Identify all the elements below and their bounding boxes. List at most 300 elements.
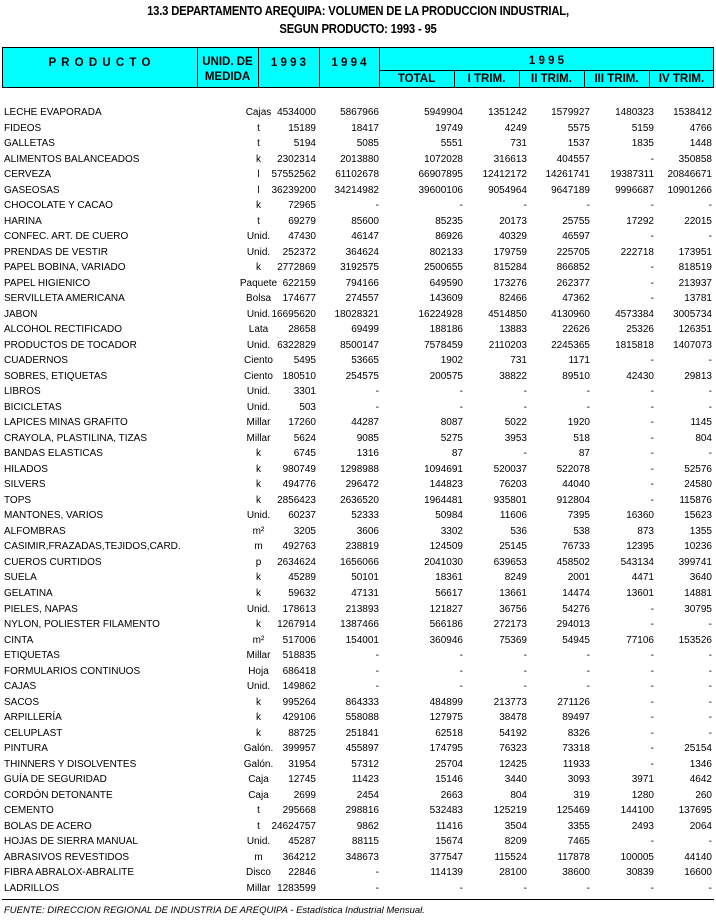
value-1994: 52333 bbox=[351, 510, 379, 522]
value-1995-q1: 179759 bbox=[493, 246, 527, 258]
value-1995-q4: - bbox=[708, 401, 712, 413]
value-1995-q2: 1537 bbox=[567, 138, 590, 150]
value-1995-q3: 1815818 bbox=[615, 339, 654, 351]
unit-of-measure: t bbox=[257, 805, 260, 817]
value-1995-q2: 294013 bbox=[556, 619, 590, 631]
value-1994: - bbox=[375, 681, 379, 693]
value-1995-q2: 404557 bbox=[556, 153, 590, 165]
value-1995-q2: 912804 bbox=[556, 494, 590, 506]
value-1994: 44287 bbox=[351, 417, 379, 429]
value-1995-q2: 458502 bbox=[556, 556, 590, 568]
value-1995-total: 5949904 bbox=[424, 107, 463, 118]
table-row bbox=[0, 198, 716, 214]
value-1995-total: 11416 bbox=[435, 820, 463, 832]
table-row bbox=[0, 524, 716, 540]
value-1995-total: 87 bbox=[451, 448, 463, 460]
value-1995-q4: - bbox=[708, 727, 712, 739]
value-1995-q3: 4471 bbox=[631, 572, 654, 584]
table-row bbox=[0, 245, 716, 261]
product-name: PAPEL BOBINA, VARIADO bbox=[4, 262, 126, 274]
product-name: FIBRA ABRALOX-ABRALITE bbox=[4, 867, 135, 879]
value-1995-q3: 12395 bbox=[626, 541, 654, 553]
product-name: CRAYOLA, PLASTILINA, TIZAS bbox=[4, 432, 148, 444]
header-q1: I TRIM. bbox=[467, 73, 506, 85]
value-1995-q2: 2245365 bbox=[551, 339, 590, 351]
value-1995-q1: 3504 bbox=[504, 820, 527, 832]
value-1995-q4: - bbox=[708, 712, 712, 724]
value-1995-q3: - bbox=[650, 650, 654, 662]
value-1995-q1: 9054964 bbox=[488, 184, 527, 196]
value-1995-q3: 543134 bbox=[620, 556, 654, 568]
value-1995-q3: 2493 bbox=[631, 820, 654, 832]
product-name: BOLAS DE ACERO bbox=[4, 820, 92, 832]
value-1995-total: 5275 bbox=[440, 432, 463, 444]
product-name: LIBROS bbox=[4, 386, 41, 398]
value-1995-q1: 731 bbox=[510, 355, 527, 367]
unit-of-measure: k bbox=[256, 262, 261, 274]
value-1995-q1: 731 bbox=[510, 138, 527, 150]
unit-of-measure: k bbox=[256, 200, 261, 212]
product-name: CASIMIR,FRAZADAS,TEJIDOS,CARD. bbox=[4, 541, 181, 553]
value-1994: 1316 bbox=[356, 448, 379, 460]
value-1995-q4: 4642 bbox=[689, 774, 712, 786]
product-name: LAPICES MINAS GRAFITO bbox=[4, 417, 128, 429]
value-1995-total: 143609 bbox=[429, 293, 463, 305]
value-1995-q1: 20173 bbox=[499, 215, 527, 227]
value-1995-q1: 4249 bbox=[504, 122, 527, 134]
value-1995-total: 649590 bbox=[429, 277, 463, 289]
value-1995-q4: 399741 bbox=[678, 556, 712, 568]
value-1995-q2: 866852 bbox=[556, 262, 590, 274]
value-1995-total: 5551 bbox=[440, 138, 463, 150]
value-1994: - bbox=[375, 200, 379, 212]
value-1995-total: 15146 bbox=[435, 774, 463, 786]
value-1994: 8500147 bbox=[340, 339, 379, 351]
value-1994: 11423 bbox=[351, 774, 379, 786]
table-row bbox=[0, 834, 716, 850]
unit-of-measure: k bbox=[256, 494, 261, 506]
value-1995-q2: 117878 bbox=[557, 851, 590, 863]
value-1995-q1: - bbox=[523, 665, 527, 677]
value-1994: 455897 bbox=[345, 743, 379, 755]
table-row bbox=[0, 400, 716, 416]
value-1995-q2: 8326 bbox=[567, 727, 590, 739]
value-1995-q1: 12412172 bbox=[482, 169, 527, 181]
product-name: CAJAS bbox=[4, 681, 37, 693]
value-1995-q3: - bbox=[650, 463, 654, 475]
product-name: HOJAS DE SIERRA MANUAL bbox=[4, 836, 138, 848]
value-1994: 69499 bbox=[351, 324, 379, 336]
value-1995-q4: - bbox=[708, 448, 712, 460]
value-1993: 686418 bbox=[282, 665, 316, 677]
value-1993: 69279 bbox=[288, 215, 316, 227]
value-1995-q1: 40329 bbox=[499, 231, 527, 243]
value-1995-q2: - bbox=[586, 386, 590, 398]
value-1995-q4: 350858 bbox=[678, 153, 712, 165]
product-name: CHOCOLATE Y CACAO bbox=[4, 200, 113, 212]
product-name: SERVILLETA AMERICANA bbox=[4, 293, 125, 305]
table-row bbox=[0, 477, 716, 493]
value-1994: 2636520 bbox=[340, 494, 379, 506]
product-name: HARINA bbox=[4, 215, 42, 227]
value-1995-q1: - bbox=[523, 200, 527, 212]
value-1995-q4: 25154 bbox=[684, 743, 712, 755]
value-1995-total: - bbox=[459, 665, 463, 677]
value-1994: 298816 bbox=[345, 805, 379, 817]
value-1995-q3: 77106 bbox=[626, 634, 654, 646]
value-1995-q1: 115524 bbox=[494, 851, 527, 863]
value-1995-total: - bbox=[459, 681, 463, 693]
table-row bbox=[0, 276, 716, 292]
value-1995-q2: 271126 bbox=[557, 696, 590, 708]
value-1993: 28658 bbox=[288, 324, 316, 336]
product-name: NYLON, POLIESTER FILAMENTO bbox=[4, 619, 160, 631]
value-1995-q3: - bbox=[650, 603, 654, 615]
value-1995-q2: - bbox=[586, 401, 590, 413]
value-1993: 622159 bbox=[282, 277, 316, 289]
table-row bbox=[0, 850, 716, 866]
product-name: SILVERS bbox=[4, 479, 46, 491]
value-1994: 274557 bbox=[345, 293, 379, 305]
product-name: FIDEOS bbox=[4, 122, 42, 134]
value-1995-q2: 11933 bbox=[562, 758, 590, 770]
product-name: BANDAS ELASTICAS bbox=[4, 448, 103, 460]
product-name: CERVEZA bbox=[4, 169, 52, 181]
value-1993: 518835 bbox=[282, 650, 316, 662]
value-1995-total: 1902 bbox=[440, 355, 463, 367]
value-1993: 494776 bbox=[282, 479, 316, 491]
value-1995-q1: 76203 bbox=[499, 479, 527, 491]
value-1993: 1283599 bbox=[277, 882, 316, 894]
table-row bbox=[0, 757, 716, 773]
unit-of-measure: t bbox=[257, 122, 260, 134]
table-title-line-1: 13.3 DEPARTAMENTO AREQUIPA: VOLUMEN DE LA PRODUCCION INDUSTRIAL, bbox=[147, 4, 569, 18]
table-row bbox=[0, 446, 716, 462]
table-row bbox=[0, 819, 716, 835]
value-1995-q1: 935801 bbox=[493, 494, 527, 506]
value-1995-total: - bbox=[459, 650, 463, 662]
product-name: PINTURA bbox=[4, 743, 48, 755]
value-1995-q4: 260 bbox=[695, 789, 712, 801]
product-name: LADRILLOS bbox=[4, 882, 60, 894]
table-row bbox=[0, 648, 716, 664]
table-row bbox=[0, 772, 716, 788]
value-1993: 492763 bbox=[282, 541, 316, 553]
value-1995-total: 532483 bbox=[429, 805, 463, 817]
unit-of-measure: Unid. bbox=[246, 308, 271, 320]
table-row bbox=[0, 493, 716, 509]
product-name: SOBRES, ETIQUETAS bbox=[4, 370, 108, 382]
product-name: BICICLETAS bbox=[4, 401, 62, 413]
product-name: CONFEC. ART. DE CUERO bbox=[4, 231, 129, 243]
value-1995-q3: - bbox=[650, 355, 654, 367]
value-1995-total: 2041030 bbox=[424, 556, 463, 568]
unit-of-measure: k bbox=[256, 727, 261, 739]
table-row bbox=[0, 229, 716, 245]
product-name: ALFOMBRAS bbox=[4, 525, 66, 537]
unit-of-measure: k bbox=[256, 619, 261, 631]
value-1993: 399957 bbox=[282, 743, 316, 755]
value-1995-q1: 173276 bbox=[493, 277, 527, 289]
value-1995-q4: - bbox=[708, 681, 712, 693]
table-row bbox=[0, 679, 716, 695]
value-1995-total: 1964481 bbox=[424, 494, 463, 506]
value-1994: 558088 bbox=[345, 712, 379, 724]
value-1995-q4: 115876 bbox=[679, 494, 712, 506]
value-1995-q2: 1579927 bbox=[551, 107, 590, 118]
value-1995-q3: - bbox=[650, 727, 654, 739]
unit-of-measure: Unid. bbox=[246, 231, 271, 243]
header-q2: II TRIM. bbox=[531, 73, 572, 85]
value-1995-q3: - bbox=[650, 153, 654, 165]
value-1993: 4534000 bbox=[277, 107, 316, 118]
value-1994: 9085 bbox=[356, 432, 379, 444]
unit-of-measure: l bbox=[257, 184, 260, 196]
table-row bbox=[0, 803, 716, 819]
table-row bbox=[0, 695, 716, 711]
value-1994: - bbox=[375, 386, 379, 398]
value-1993: 2634624 bbox=[277, 556, 316, 568]
value-1993: 517006 bbox=[282, 634, 316, 646]
value-1995-q3: - bbox=[650, 262, 654, 274]
value-1995-q3: 100005 bbox=[620, 851, 654, 863]
value-1995-total: 1094691 bbox=[424, 463, 463, 475]
table-row bbox=[0, 291, 716, 307]
value-1995-q4: 16600 bbox=[684, 867, 712, 879]
table-row bbox=[0, 555, 716, 571]
value-1995-q4: - bbox=[708, 836, 712, 848]
value-1994: 9862 bbox=[356, 820, 379, 832]
value-1995-q3: - bbox=[650, 293, 654, 305]
value-1995-total: 144823 bbox=[429, 479, 463, 491]
value-1994: 61102678 bbox=[335, 169, 379, 181]
unit-of-measure: t bbox=[257, 820, 260, 832]
product-name: MANTONES, VARIOS bbox=[4, 510, 104, 522]
value-1995-q4: 10901266 bbox=[667, 184, 712, 196]
value-1995-total: 200575 bbox=[429, 370, 463, 382]
value-1995-q3: - bbox=[650, 712, 654, 724]
value-1994: 251841 bbox=[345, 727, 379, 739]
value-1995-q3: - bbox=[650, 479, 654, 491]
value-1993: 1267914 bbox=[277, 619, 316, 631]
value-1995-total: 2500655 bbox=[424, 262, 463, 274]
value-1995-q4: 1145 bbox=[690, 417, 712, 429]
unit-of-measure: Galón. bbox=[243, 758, 274, 770]
table-row bbox=[0, 617, 716, 633]
value-1995-q2: 3093 bbox=[567, 774, 590, 786]
value-1994: 348673 bbox=[345, 851, 379, 863]
product-name: CELUPLAST bbox=[4, 727, 63, 739]
value-1993: 2772869 bbox=[277, 262, 316, 274]
value-1995-total: 86926 bbox=[435, 231, 463, 243]
unit-of-measure: Galón. bbox=[243, 743, 274, 755]
unit-of-measure: Unid. bbox=[246, 603, 271, 615]
value-1995-q2: 14261741 bbox=[545, 169, 590, 181]
value-1995-q4: - bbox=[708, 231, 712, 243]
value-1995-q3: 5159 bbox=[631, 122, 654, 134]
unit-of-measure: k bbox=[256, 448, 261, 460]
value-1994: 2454 bbox=[356, 789, 379, 801]
value-1995-q2: 47362 bbox=[562, 293, 590, 305]
value-1995-q2: 1171 bbox=[568, 355, 590, 367]
unit-of-measure: k bbox=[256, 696, 261, 708]
header-q4: IV TRIM. bbox=[658, 73, 705, 85]
value-1995-q2: 73318 bbox=[562, 743, 590, 755]
source-note: FUENTE: DIRECCION REGIONAL DE INDUSTRIA DE AREQUIPA - Estadística Industrial Mensual. bbox=[4, 905, 425, 916]
value-1993: 429106 bbox=[282, 712, 316, 724]
value-1995-q3: - bbox=[650, 619, 654, 631]
value-1995-q2: 46597 bbox=[562, 231, 590, 243]
value-1994: 3606 bbox=[356, 525, 379, 537]
unit-of-measure: p bbox=[255, 556, 262, 568]
table-row bbox=[0, 586, 716, 602]
product-name: GALLETAS bbox=[4, 138, 55, 150]
table-row bbox=[0, 121, 716, 137]
unit-of-measure: Caja bbox=[248, 789, 269, 801]
product-name: PRODUCTOS DE TOCADOR bbox=[4, 339, 137, 351]
value-1995-q1: - bbox=[523, 650, 527, 662]
value-1995-q2: 89497 bbox=[562, 712, 590, 724]
product-name: CUADERNOS bbox=[4, 355, 68, 367]
value-1995-q3: - bbox=[650, 417, 654, 429]
table-row bbox=[0, 338, 716, 354]
value-1995-q3: 42430 bbox=[626, 370, 654, 382]
header-1995: 1 9 9 5 bbox=[528, 55, 565, 67]
value-1994: 46147 bbox=[351, 231, 379, 243]
value-1995-q2: 22626 bbox=[562, 324, 590, 336]
product-name: PIELES, NAPAS bbox=[4, 603, 78, 615]
table-row bbox=[0, 431, 716, 447]
unit-of-measure: k bbox=[256, 463, 261, 475]
value-1994: 364624 bbox=[345, 246, 379, 258]
product-name: ALCOHOL RECTIFICADO bbox=[4, 324, 122, 336]
header-1994: 1 9 9 4 bbox=[331, 57, 367, 69]
value-1995-q3: 9996687 bbox=[615, 184, 654, 196]
value-1995-q2: 54945 bbox=[562, 634, 590, 646]
value-1995-q1: 8209 bbox=[504, 836, 527, 848]
value-1995-q4: 22015 bbox=[684, 215, 712, 227]
product-name: ALIMENTOS BALANCEADOS bbox=[4, 153, 140, 165]
value-1995-q4: 804 bbox=[695, 432, 712, 444]
value-1995-total: - bbox=[459, 882, 463, 894]
value-1995-q4: 20846671 bbox=[667, 169, 712, 181]
value-1995-total: 66907895 bbox=[418, 169, 463, 181]
value-1993: 3205 bbox=[293, 525, 316, 537]
unit-of-measure: Hoja bbox=[248, 665, 269, 677]
value-1994: 794166 bbox=[345, 277, 379, 289]
table-row bbox=[0, 307, 716, 323]
value-1995-total: - bbox=[459, 386, 463, 398]
value-1995-q1: 38822 bbox=[499, 370, 527, 382]
unit-of-measure: m² bbox=[252, 634, 265, 646]
value-1995-q1: 38478 bbox=[499, 712, 527, 724]
product-name: SACOS bbox=[4, 696, 40, 708]
value-1993: 174677 bbox=[282, 293, 316, 305]
unit-of-measure: Unid. bbox=[246, 681, 271, 693]
value-1994: 18028321 bbox=[334, 308, 379, 320]
value-1995-q1: - bbox=[523, 386, 527, 398]
value-1994: 2013880 bbox=[340, 153, 379, 165]
value-1995-q4: - bbox=[708, 665, 712, 677]
value-1995-q1: 13883 bbox=[499, 324, 527, 336]
value-1995-q4: 44140 bbox=[684, 851, 712, 863]
value-1993: 15189 bbox=[288, 122, 316, 134]
value-1995-q4: - bbox=[708, 386, 712, 398]
product-name: FORMULARIOS CONTINUOS bbox=[4, 665, 141, 677]
value-1993: 364212 bbox=[282, 851, 316, 863]
unit-of-measure: k bbox=[256, 712, 261, 724]
header-q3: III TRIM. bbox=[594, 73, 639, 85]
value-1994: 5085 bbox=[356, 138, 379, 150]
unit-of-measure: Unid. bbox=[246, 246, 271, 258]
value-1995-q4: 213937 bbox=[678, 277, 712, 289]
value-1994: 864333 bbox=[345, 696, 379, 708]
value-1995-q3: - bbox=[650, 200, 654, 212]
value-1995-q3: 17292 bbox=[626, 215, 654, 227]
value-1993: 252372 bbox=[282, 246, 316, 258]
value-1993: 59632 bbox=[288, 587, 316, 599]
table-row bbox=[0, 136, 716, 152]
value-1995-q2: 5575 bbox=[567, 122, 590, 134]
value-1995-q1: 2110203 bbox=[488, 339, 527, 351]
value-1995-q4: - bbox=[708, 619, 712, 631]
value-1995-q2: 14474 bbox=[562, 587, 590, 599]
value-1994: 53665 bbox=[351, 355, 379, 367]
value-1995-total: 114139 bbox=[430, 867, 463, 879]
value-1995-q1: 536 bbox=[510, 525, 527, 537]
value-1993: 31954 bbox=[288, 758, 316, 770]
value-1993: 24624757 bbox=[271, 820, 316, 832]
value-1995-q3: - bbox=[650, 696, 654, 708]
unit-of-measure: k bbox=[256, 479, 261, 491]
value-1993: 2856423 bbox=[277, 494, 316, 506]
table-row bbox=[0, 260, 716, 276]
value-1995-total: 188186 bbox=[429, 324, 463, 336]
value-1995-q2: 76733 bbox=[562, 541, 590, 553]
value-1995-q4: - bbox=[708, 696, 712, 708]
value-1995-q3: 16360 bbox=[626, 510, 654, 522]
value-1995-q3: - bbox=[650, 448, 654, 460]
product-name: CORDÓN DETONANTE bbox=[4, 789, 113, 801]
value-1993: 5194 bbox=[293, 138, 316, 150]
value-1995-q4: 1407073 bbox=[673, 339, 712, 351]
value-1995-q2: - bbox=[586, 681, 590, 693]
value-1995-q4: 4766 bbox=[689, 122, 712, 134]
value-1995-q2: 2001 bbox=[567, 572, 590, 584]
value-1993: 17260 bbox=[288, 417, 316, 429]
value-1995-q1: 28100 bbox=[499, 867, 527, 879]
header-total: TOTAL bbox=[397, 73, 436, 85]
value-1995-q2: 89510 bbox=[562, 370, 590, 382]
value-1995-total: - bbox=[459, 401, 463, 413]
table-row bbox=[0, 539, 716, 555]
unit-of-measure: Lata bbox=[248, 324, 269, 336]
value-1995-q1: - bbox=[523, 882, 527, 894]
value-1995-q3: - bbox=[650, 386, 654, 398]
table-body bbox=[0, 105, 716, 896]
value-1995-total: 15674 bbox=[435, 836, 463, 848]
product-name: CEMENTO bbox=[4, 805, 54, 817]
value-1995-q3: 19387311 bbox=[610, 169, 654, 181]
unit-of-measure: Millar bbox=[246, 417, 271, 429]
value-1994: 85600 bbox=[351, 215, 379, 227]
value-1995-q1: 804 bbox=[510, 789, 527, 801]
value-1995-total: 50984 bbox=[435, 510, 463, 522]
value-1994: 238819 bbox=[345, 541, 379, 553]
product-name: PAPEL HIGIENICO bbox=[4, 277, 91, 289]
value-1994: 47131 bbox=[351, 587, 379, 599]
value-1995-q1: 5022 bbox=[504, 417, 527, 429]
